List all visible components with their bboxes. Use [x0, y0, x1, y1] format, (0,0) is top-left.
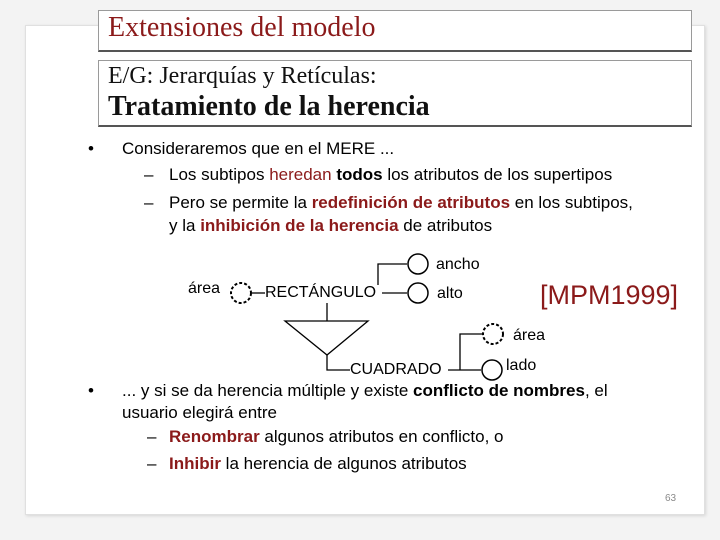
page-number: 63: [665, 493, 677, 504]
line-2-text-c: en los subtipos,: [510, 193, 633, 212]
bullet-2-dash-2: –: [147, 454, 157, 473]
attr-lado-label: lado: [506, 357, 537, 374]
attr-ancho-label: ancho: [436, 256, 480, 273]
line-3-text-a: y la: [169, 216, 201, 235]
attr-ancho-circle: [408, 254, 428, 274]
term-conflicto: conflicto de nombres: [413, 381, 585, 400]
slide-title: Extensiones del modelo: [108, 12, 376, 43]
line-3-text-c: de atributos: [398, 216, 493, 235]
bullet-1-dash-1: –: [144, 165, 154, 184]
line-2-text-a: Pero se permite la: [169, 193, 312, 212]
attr-area-parent-label: área: [188, 280, 221, 297]
term-inhibicion: inhibición de la herencia: [200, 216, 399, 235]
bullet-1-marker: •: [88, 139, 94, 158]
bullet-2-marker: •: [88, 381, 94, 400]
term-todos: todos: [336, 165, 383, 184]
bullet-1-intro: Consideraremos que en el MERE ...: [122, 139, 395, 158]
bullet-2-line-3: [169, 427, 504, 447]
attr-area-child-label: área: [513, 327, 546, 344]
entity-cuadrado: CUADRADO: [350, 361, 442, 378]
line-1-text-e: los atributos de los supertipos: [382, 165, 613, 184]
line-area-child: [460, 334, 482, 370]
subtitle-line-2: Tratamiento de la herencia: [108, 91, 430, 122]
bullet-2-line-4-rest: la herencia de algunos atributos: [220, 454, 467, 473]
hierarchy-triangle: [285, 321, 368, 355]
attr-alto-label: alto: [437, 285, 463, 302]
bullet-2-line-4: [169, 454, 467, 474]
attr-area-parent-circle: [231, 283, 251, 303]
attr-lado-circle: [482, 360, 502, 380]
bullet-2-dash-1: –: [147, 427, 157, 446]
bullet-2-line-2: usuario elegirá entre: [122, 403, 277, 422]
bullet-1-dash-2: –: [144, 193, 154, 212]
subtitle-line-1: E/G: Jerarquías y Retículas:: [108, 63, 377, 89]
entity-rectangulo: RECTÁNGULO: [265, 284, 377, 301]
line-ancho: [378, 264, 407, 285]
term-redefinicion: redefinición de atributos: [311, 193, 511, 212]
bullet-2-text-a: ... y si se da herencia múltiple y existe: [122, 381, 414, 400]
attr-alto-circle: [408, 283, 428, 303]
term-inhibir: Inhibir: [169, 454, 221, 473]
bullet-2-text-c: , el: [584, 381, 608, 400]
bullet-2-line-3-rest: algunos atributos en conflicto, o: [259, 427, 504, 446]
bullet-2-line-1: [122, 381, 608, 401]
line-hierarchy-bottom: [327, 355, 350, 370]
attr-area-child-circle: [483, 324, 503, 344]
term-renombrar: Renombrar: [169, 427, 260, 446]
reference-citation: [MPM1999]: [540, 280, 679, 310]
term-heredan: heredan: [269, 165, 332, 184]
line-1-text-a: Los subtipos: [169, 165, 270, 184]
